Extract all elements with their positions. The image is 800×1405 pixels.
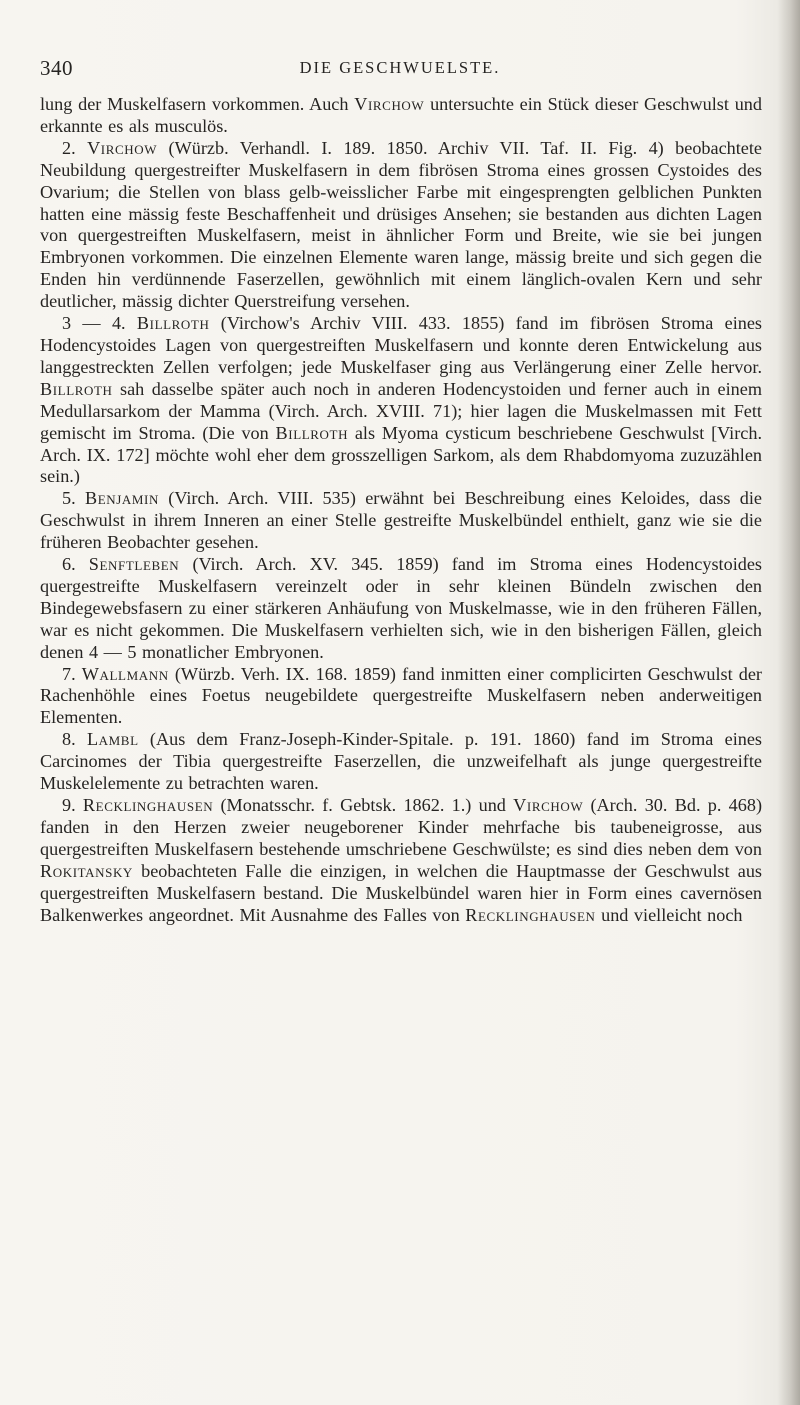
paragraph [40, 94, 762, 138]
paragraph [40, 795, 762, 926]
paragraph [40, 313, 762, 488]
paragraph [40, 554, 762, 664]
author-name: Virchow [354, 94, 425, 114]
paragraph-text: als Myoma cysticum beschriebene Geschwulst [Virch. Arch. IX. 172] möchte wohl eher dem grosszelligen Sarkom, als dem Rhabdomyoma zuzuzählen sein.) [40, 422, 762, 487]
paragraph-text: 2. [62, 137, 88, 158]
author-name: Billroth [40, 378, 113, 399]
page-number: 340 [40, 56, 73, 80]
paragraph-text: 6. [62, 554, 89, 575]
paragraph [40, 488, 762, 554]
paragraph-text: (Virch. Arch. VIII. 535) erwähnt bei Beschreibung eines Keloides, dass die Geschwulst in ihrem Inneren an einer Stelle gestreifte Muskelbündel enthielt, ganz wie sie die früheren Beobachter gesehen. [40, 488, 763, 553]
author-name: Virchow [513, 795, 584, 815]
paragraph-text: (Würzb. Verh. IX. 168. 1859) fand inmitten einer complicirten Geschwulst der Rachenhöhle eines Foetus neugebildete quergestreifte Muskelfasern neben anderweitigen Elementen. [40, 663, 762, 728]
author-name: Benjamin [84, 488, 159, 509]
page-header [40, 56, 760, 80]
paragraph-text: (Virch. Arch. XV. 345. 1859) fand im Stroma eines Hodencystoides quergestreifte Muskelfasern vereinzelt oder in sehr kleinen Bündeln zwischen den Bindegewebsfasern zu einer stärkeren Anhäufung von Muskelmasse, wie in den früheren Fällen, war es nicht gekommen. Die Muskelfasern verhielten sich, wie in den bisherigen Fällen, gleich denen 4 — 5 monatlicher Embryonen. [40, 554, 762, 662]
author-name: Wallmann [81, 663, 169, 684]
paragraph-text: 3 — 4. [62, 313, 137, 334]
author-name: Billroth [136, 313, 210, 334]
page-edge-shadow [778, 0, 800, 1405]
author-name: Senftleben [88, 554, 180, 575]
author-name: Recklinghausen [82, 795, 214, 815]
paragraph-text: beobachteten Falle die einzigen, in welchen die Hauptmasse der Geschwulst aus quergestreiften Muskelfasern bestand. Die Muskelbündel waren hier in Form eines cavernösen Balkenwerkes angeordnet. Mit Ausnahme des Falles von [40, 860, 762, 925]
paragraph [40, 664, 762, 730]
paragraph-text: 8. [62, 729, 87, 750]
running-head: DIE GESCHWUELSTE. [299, 58, 501, 77]
paragraph-text: (Arch. 30. Bd. p. 468) fanden in den Herzen zweier neugeborener Kinder mehrfache bis taubeneigrosse, aus quergestreiften Muskelfasern bestehende umschriebene Geschwülste; es sind dies neben dem von [40, 795, 763, 859]
paragraph-text: untersuchte ein Stück dieser Geschwulst und erkannte es als musculös. [40, 94, 762, 136]
paragraph-text: (Virchow's Archiv VIII. 433. 1855) fand im fibrösen Stroma eines Hodencystoides Lagen von quergestreiften Muskelfasern und konnte deren Entwickelung aus langgestreckten Zellen verfolgen; jede Muskelfaser ging aus Verlängerung einer Zelle hervor. [40, 313, 763, 377]
paragraph-text: sah dasselbe später auch noch in anderen Hodencystoiden und ferner auch in einem Medullarsarkom der Mamma (Virch. Arch. XVIII. 71); hier lagen die Muskelmassen mit Fett gemischt im Stroma. (Die von [40, 378, 762, 443]
author-name: Virchow [87, 137, 158, 158]
author-name: Lambl [86, 729, 139, 750]
paragraph-text: (Würzb. Verhandl. I. 189. 1850. Archiv VII. Taf. II. Fig. 4) beobachtete Neubildung quergestreifter Muskelfasern in dem fibrösen Stroma eines grossen Cystoides des Ovarium; die Stellen von blass gelb-weisslicher Farbe mit eingesprengten gelblichen Punkten hatten eine mässig feste Beschaffenheit und drüsiges Ansehen; sie bestanden aus dichten Lagen von quergestreiften Muskelfasern, meist in ähnlicher Form und Breite, wie sie bei jungen Embryonen vorkommen. Die einzelnen Elemente waren lange, mässig breite und sich gegen die Enden hin verdünnende Faserzellen, gewöhnlich mit einem länglich-ovalen Kern und sehr deutlicher, mässig dichter Querstreifung versehen. [40, 137, 762, 312]
paragraph-text: 7. [62, 663, 82, 684]
author-name: Billroth [275, 422, 349, 443]
paragraph-text: (Monatsschr. f. Gebtsk. 1862. 1.) und [213, 795, 514, 815]
paragraph-text: 9. [62, 795, 83, 815]
paragraph-text: (Aus dem Franz-Joseph-Kinder-Spitale. p. 191. 1860) fand im Stroma eines Carcinomes der Tibia quergestreifte Faserzellen, die unzweifelhaft als junge quergestreifte Muskelelemente zu betrachten waren. [40, 729, 762, 794]
body-text [40, 94, 762, 926]
paragraph-text: und vielleicht noch [595, 904, 743, 925]
paragraph [40, 138, 762, 313]
author-name: Rokitansky [40, 860, 133, 881]
paragraph [40, 729, 762, 795]
paragraph-text: lung der Muskelfasern vorkommen. Auch [40, 94, 355, 114]
paragraph-text: 5. [62, 488, 85, 509]
author-name: Recklinghausen [465, 904, 596, 925]
